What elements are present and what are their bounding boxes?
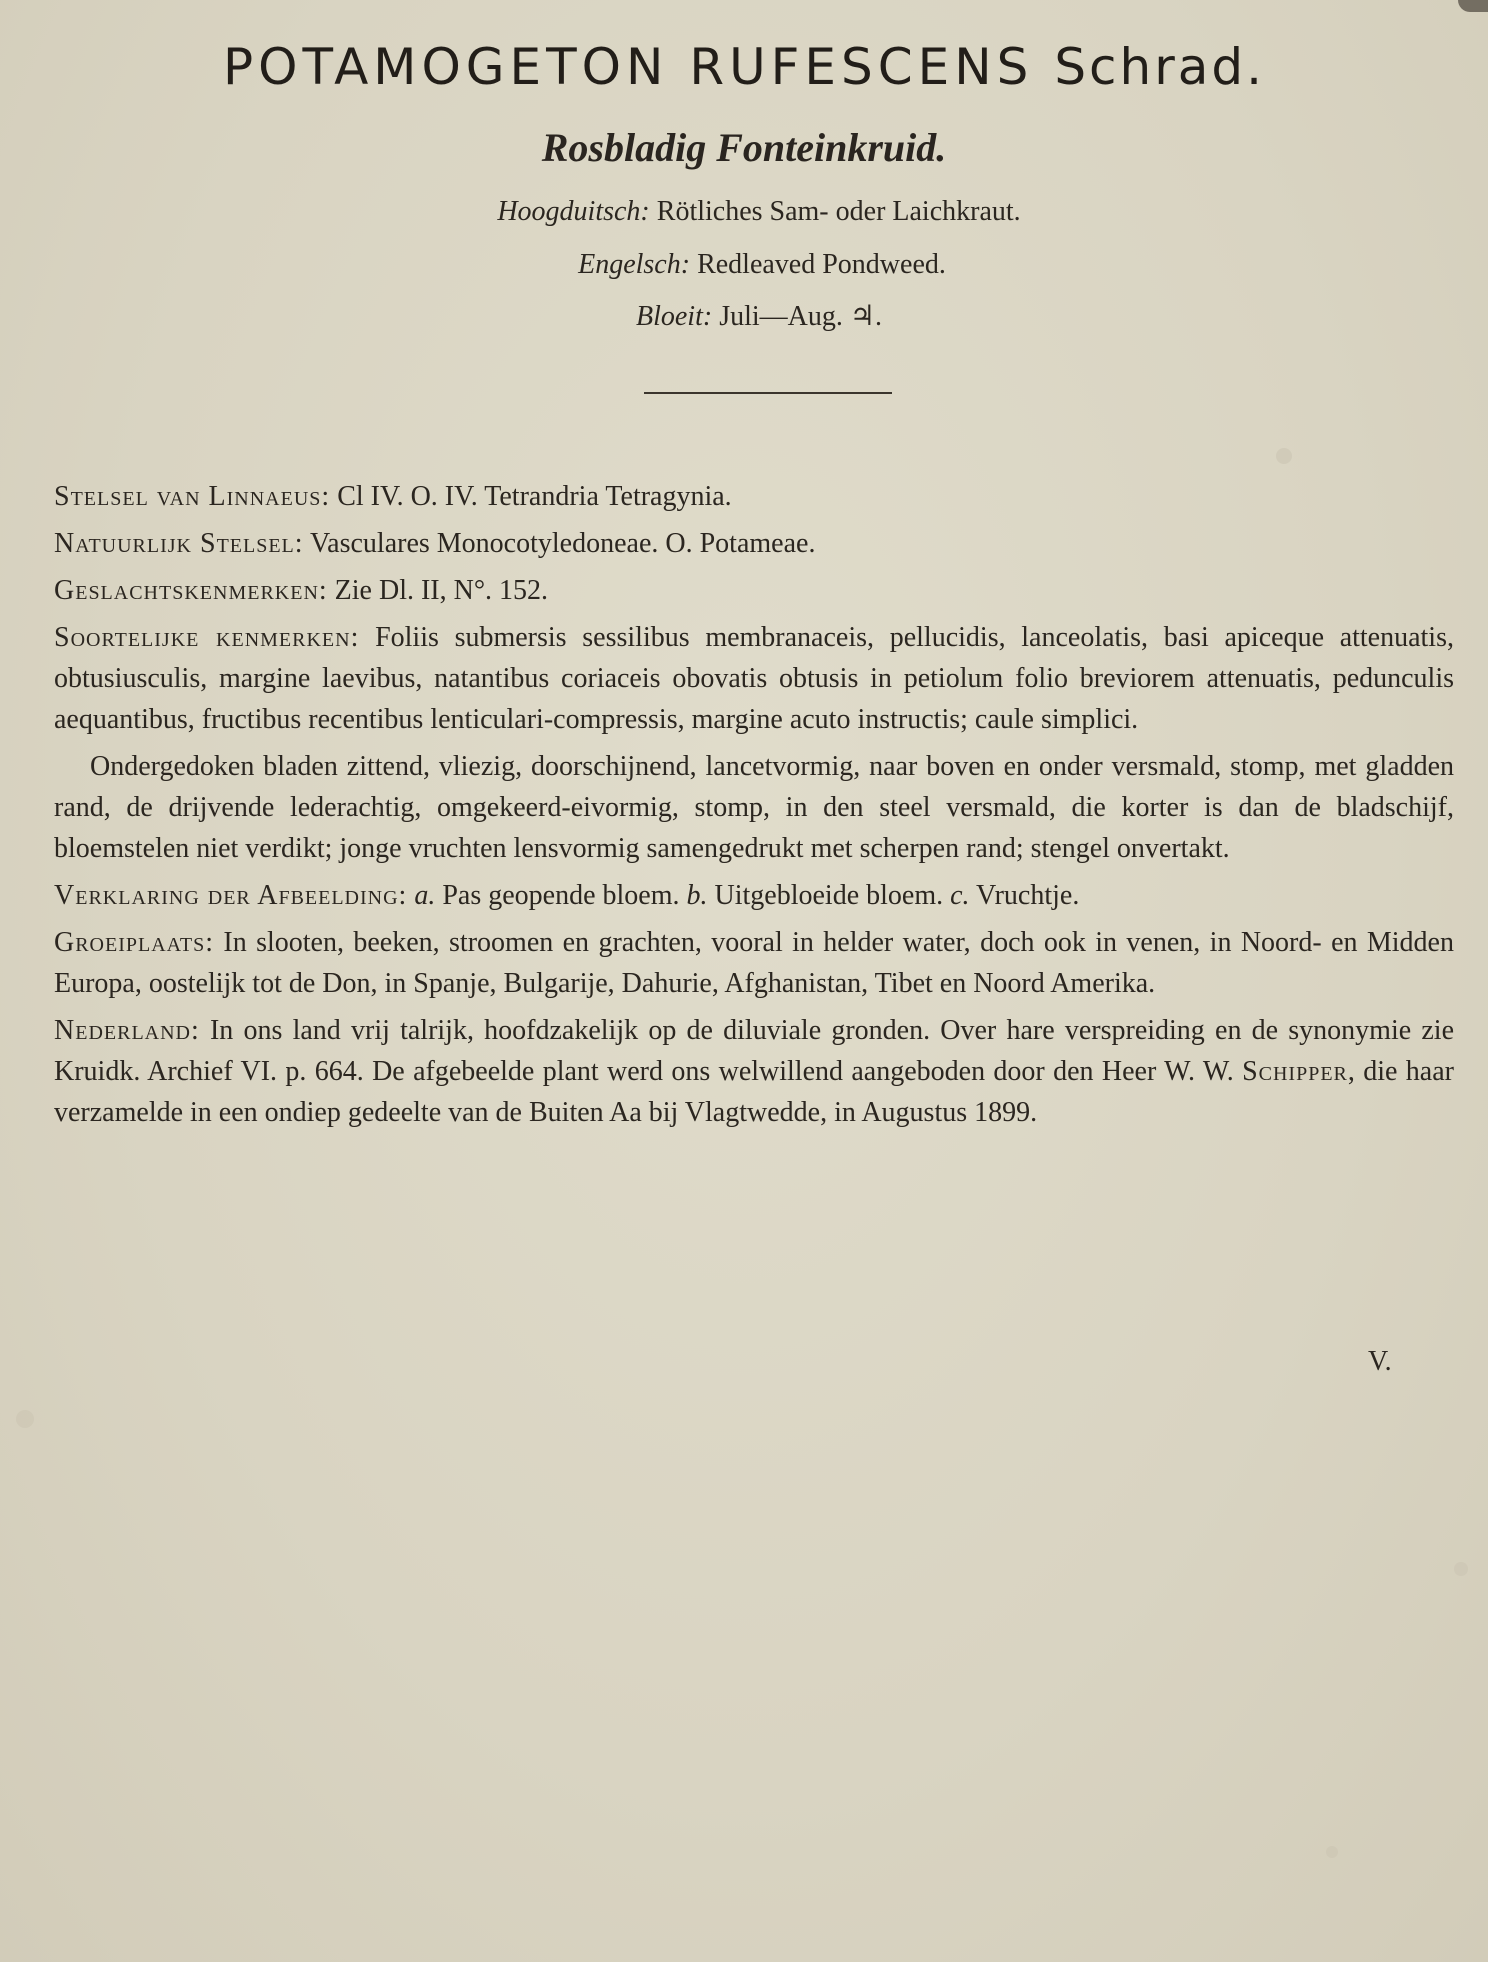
dutch-common-name: Rosbladig Fonteinkruid.	[541, 125, 947, 170]
section-text: , die haar verzamelde in een ondiep gedeelte van de Buiten Aa bij Vlagtwedde, in Augustus 1899.	[54, 1056, 1454, 1128]
bloom-line	[0, 299, 1488, 333]
german-name-line	[0, 196, 1488, 228]
section-text: Cl IV. O. IV. Tetrandria Tetragynia.	[330, 481, 732, 512]
bloom-label: Bloeit:	[636, 301, 713, 332]
section-text: In ons land vrij talrijk, hoofdzakelijk op de diluviale gronden. Over hare verspreiding en de synonymie zie Kruidk. Archief VI. p. 664. De afgebeelde plant werd ons welwillend aangeboden door den Heer W. W.	[54, 1015, 1454, 1087]
paper-spot	[1276, 448, 1292, 464]
figure-text: Pas geopende bloem.	[435, 880, 687, 911]
section-label: Soortelijke kenmerken:	[54, 622, 360, 653]
figure-letter: c.	[950, 880, 970, 911]
divider-rule	[644, 392, 892, 394]
figure-letter: a.	[414, 880, 436, 911]
bloom-value: Juli—Aug. ♃.	[719, 301, 882, 332]
paper-spot	[16, 1410, 34, 1428]
genus-paragraph	[54, 570, 1454, 611]
section-label: Stelsel van Linnaeus:	[54, 481, 331, 512]
german-label: Hoogduitsch:	[497, 196, 650, 227]
author-signature: V.	[1368, 1346, 1392, 1377]
english-name-line	[0, 249, 1488, 281]
section-text: Vasculares Monocotyledoneae. O. Potameae.	[303, 528, 816, 559]
section-label: Nederland:	[54, 1015, 200, 1046]
netherlands-paragraph	[54, 1010, 1454, 1133]
section-label: Groeiplaats:	[54, 927, 215, 958]
figure-letter: b.	[686, 880, 708, 911]
natural-system-paragraph	[54, 523, 1454, 564]
section-label: Verklaring der Afbeelding:	[54, 880, 408, 911]
english-label: Engelsch:	[578, 249, 691, 280]
species-name: POTAMOGETON RUFESCENS	[222, 38, 1034, 96]
collector-name: Schipper	[1242, 1056, 1348, 1087]
species-paragraph	[54, 617, 1454, 740]
habitat-paragraph	[54, 922, 1454, 1004]
section-text: In slooten, beeken, stroomen en grachten, vooral in helder water, doch ook in venen, in Noord- en Midden Europa, oostelijk tot de Don, in Spanje, Bulgarije, Dahurie, Afghanistan, Tibet en Noord Amerika.	[54, 927, 1454, 999]
description-body	[54, 476, 1454, 1139]
english-name: Redleaved Pondweed.	[697, 249, 946, 280]
section-text: Foliis submersis sessilibus membranaceis, pellucidis, lanceolatis, basi apiceque attenuatis, obtusiusculis, margine laevibus, natantibus coriaceis obovatis obtusis in petiolum folio breviorem attenuatis, pedunculis aequantibus, fructibus recentibus lenticulari-compressis, margine acuto instructis; caule simplici.	[54, 622, 1454, 735]
paper-spot	[1454, 1562, 1468, 1576]
german-name: Rötliches Sam- oder Laichkraut.	[656, 196, 1021, 227]
species-author: Schrad.	[1054, 38, 1266, 96]
section-text: Zie Dl. II, N°. 152.	[327, 575, 549, 606]
corner-stain	[1458, 0, 1488, 12]
section-label: Geslachtskenmerken:	[54, 575, 328, 606]
figure-explanation-paragraph	[54, 875, 1454, 916]
dutch-description-paragraph: Ondergedoken bladen zittend, vliezig, doorschijnend, lancetvormig, naar boven en onder versmald, stomp, met gladden rand, de drijvende lederachtig, omgekeerd-eivormig, stomp, in den steel versmald, die korter is dan de bladschijf, bloemstelen niet verdikt; jonge vruchten lensvormig samengedrukt met scherpen rand; stengel onvertakt.	[54, 751, 1454, 864]
linnaeus-paragraph	[54, 476, 1454, 517]
paper-spot	[1326, 1846, 1338, 1858]
figure-text: Vruchtje.	[969, 880, 1080, 911]
page-title	[0, 38, 1488, 96]
figure-text: Uitgebloeide bloem.	[707, 880, 951, 911]
section-label: Natuurlijk Stelsel:	[54, 528, 304, 559]
